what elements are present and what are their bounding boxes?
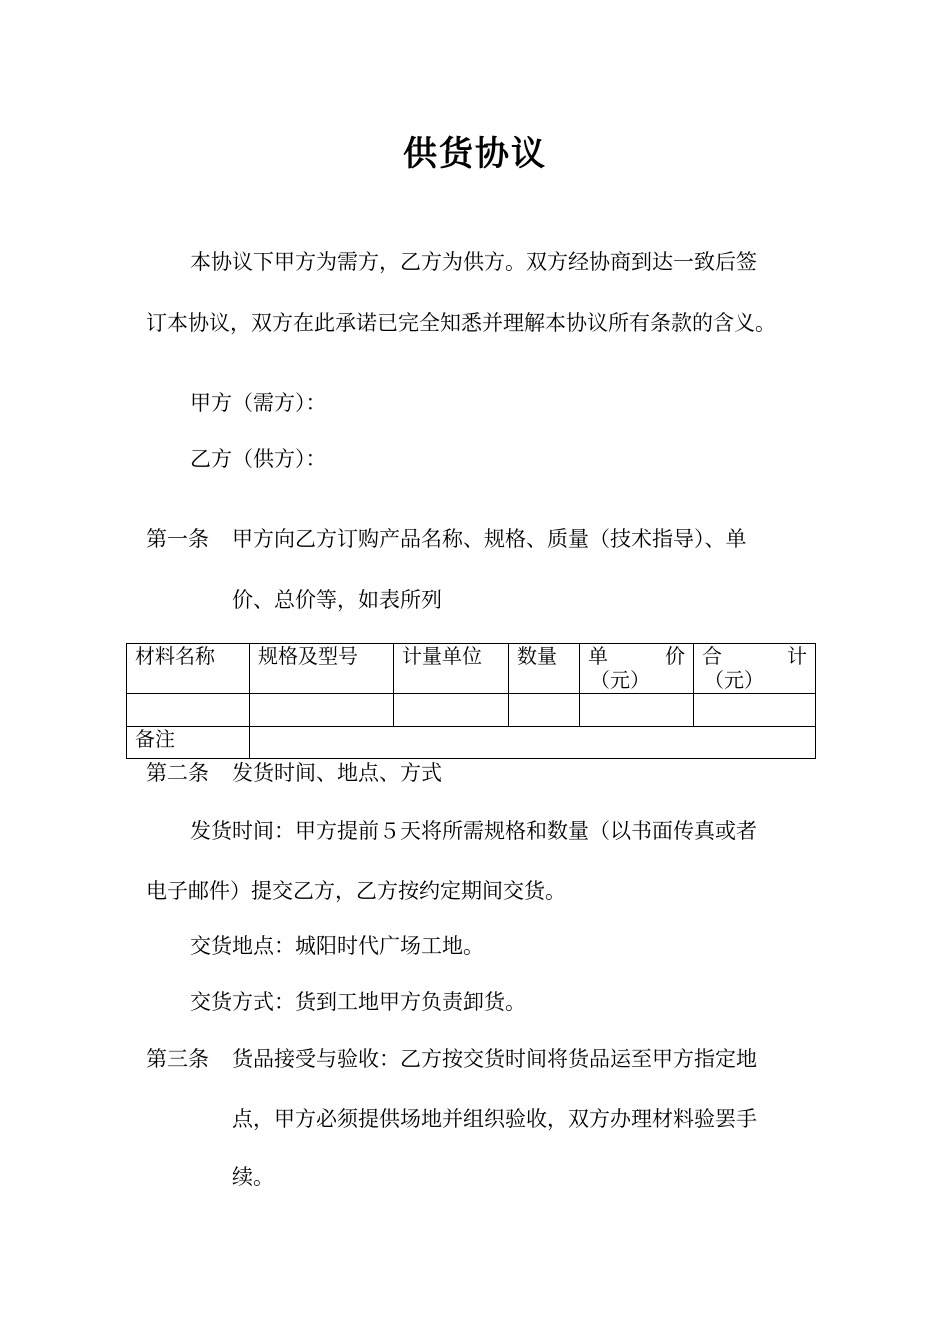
table-cell[interactable]	[250, 694, 394, 727]
delivery-time-line-2: 电子邮件）提交乙方，乙方按约定期间交货。	[146, 879, 566, 903]
header-unit-price-currency: （元）	[590, 668, 650, 692]
article-2-number: 第二条	[146, 761, 209, 785]
remark-row	[127, 727, 816, 759]
article-3-text-line-2: 点，甲方必须提供场地并组织验收，双方办理材料验罢手	[232, 1107, 757, 1131]
intro-line-1: 本协议下甲方为需方，乙方为供方。双方经协商到达一致后签	[190, 250, 757, 274]
header-material-name: 材料名称	[127, 644, 250, 694]
party-b-label: 乙方（供方）：	[190, 447, 327, 471]
header-unit-price-a: 单	[588, 644, 608, 668]
remark-label: 备注	[127, 727, 250, 759]
table-cell[interactable]	[694, 694, 816, 727]
document-title: 供货协议	[403, 134, 547, 174]
header-total-a: 合	[702, 644, 722, 668]
delivery-time-line-1: 发货时间：甲方提前５天将所需规格和数量（以书面传真或者	[190, 819, 757, 843]
article-3-text: 货品接受与验收：乙方按交货时间将货品运至甲方指定地	[232, 1047, 757, 1071]
header-spec-model: 规格及型号	[250, 644, 394, 694]
intro-line-2: 订本协议，双方在此承诺已完全知悉并理解本协议所有条款的含义。	[146, 311, 776, 335]
article-1-text-line-2: 价、总价等，如表所列	[232, 588, 442, 612]
article-1-text: 甲方向乙方订购产品名称、规格、质量（技术指导）、单	[232, 527, 747, 551]
table-header-row	[127, 644, 816, 694]
table-row	[127, 694, 816, 727]
header-unit: 计量单位	[394, 644, 509, 694]
table-cell[interactable]	[509, 694, 580, 727]
header-quantity: 数量	[509, 644, 580, 694]
table-cell[interactable]	[127, 694, 250, 727]
table-cell[interactable]	[580, 694, 694, 727]
article-2-title: 发货时间、地点、方式	[232, 761, 442, 785]
article-3-number: 第三条	[146, 1047, 209, 1071]
delivery-method: 交货方式：货到工地甲方负责卸货。	[190, 990, 526, 1014]
header-unit-price-b: 价	[665, 644, 685, 668]
remark-cell[interactable]	[250, 727, 816, 759]
article-1-number: 第一条	[146, 527, 209, 551]
header-total-b: 计	[787, 644, 807, 668]
article-3-text-line-3: 续。	[232, 1165, 274, 1189]
delivery-place: 交货地点：城阳时代广场工地。	[190, 934, 484, 958]
header-total-currency: （元）	[704, 668, 764, 692]
table-cell[interactable]	[394, 694, 509, 727]
party-a-label: 甲方（需方）：	[190, 391, 327, 415]
header-total	[694, 644, 816, 694]
header-unit-price	[580, 644, 694, 694]
goods-table	[126, 643, 816, 759]
